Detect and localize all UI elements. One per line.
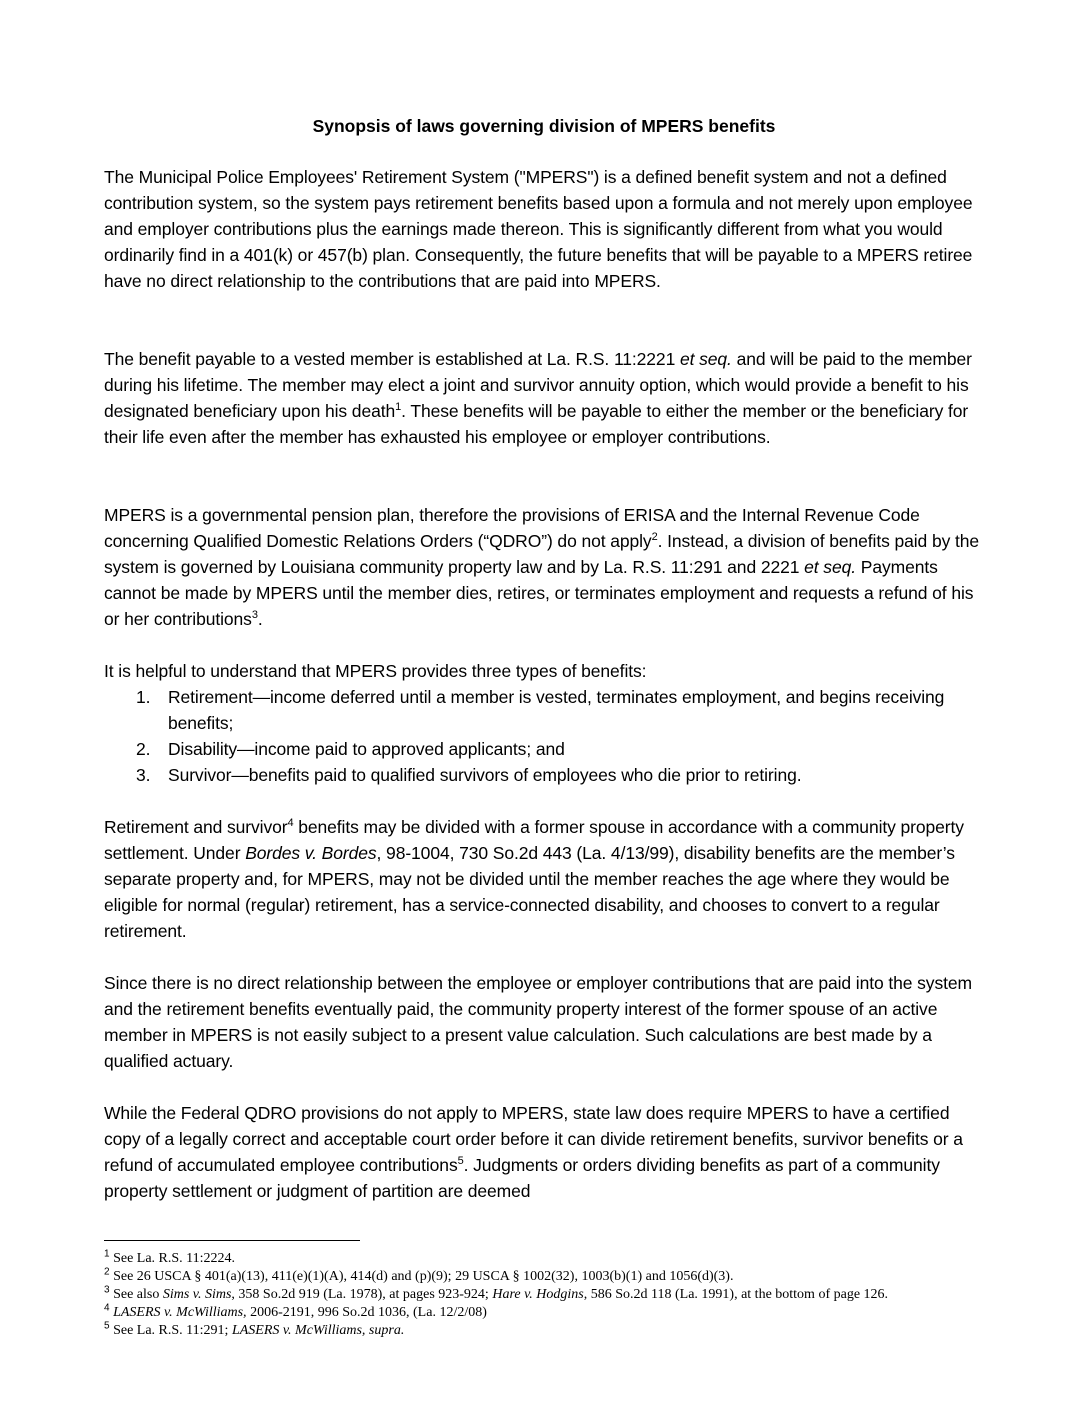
- page-title: Synopsis of laws governing division of MPERS benefits: [312, 116, 776, 136]
- paragraph-1: [104, 164, 984, 294]
- footnote-divider: [104, 1240, 360, 1241]
- paragraph-5-italic: Bordes v. Bordes: [245, 843, 377, 863]
- footnote-ref-3: 3: [251, 609, 258, 622]
- footnote-ref-4: 4: [287, 817, 294, 830]
- footnote-number: 3: [104, 1284, 110, 1296]
- footnote-4: [104, 1304, 984, 1322]
- paragraph-3-text-b: . Instead, a division of benefits paid by the system is governed by Louisiana community property law and by La. R.S. 11:291 and 2221: [104, 531, 980, 577]
- paragraph-2-italic: et seq.: [679, 349, 732, 369]
- paragraph-5-text-a: Retirement and survivor: [104, 817, 288, 837]
- paragraph-7: [104, 1100, 984, 1204]
- footnote-text: 2006-2191, 996 So.2d 1036, (La. 12/2/08): [246, 1305, 487, 1320]
- footnote-1: [104, 1250, 984, 1268]
- paragraph-6: [104, 970, 984, 1074]
- footnote-ref-2: 2: [651, 531, 658, 544]
- paragraph-1-text: The Municipal Police Employees' Retirement System ("MPERS") is a defined benefit system and not a defined contribution system, so the system pays retirement benefits based upon a formula and not merely upon employee and employer contributions plus the earnings made thereon. This is significantly different from what you would ordinarily find in a 401(k) or 457(b) plan. Consequently, the future benefits that will be payable to a MPERS retiree have no direct relationship to the contributions that are paid into MPERS.: [104, 167, 973, 291]
- footnote-text: See La. R.S. 11:2224.: [113, 1251, 236, 1266]
- footnote-number: 1: [104, 1248, 110, 1260]
- footnotes: [104, 1250, 984, 1340]
- footnote-text: , 586 So.2d 118 (La. 1991), at the bottom of page 126.: [583, 1287, 889, 1302]
- list-item: 3. Survivor—benefits paid to qualified survivors of employees who die prior to retiring.: [136, 765, 802, 785]
- paragraph-2-text-c: and will be paid to the member during his lifetime. The member may elect a joint and survivor annuity option, which would provide a benefit to his designated beneficiary upon his death: [104, 349, 972, 421]
- footnote-citation: LASERS v. McWilliams, supra.: [231, 1323, 405, 1338]
- paragraph-2-text-d: . These benefits will be payable to either the member or the beneficiary for their life even after the member has exhausted his employee or employer contributions.: [104, 401, 969, 447]
- footnote-number: 4: [104, 1302, 110, 1314]
- footnote-2: [104, 1268, 984, 1286]
- footnote-text: See 26 USCA § 401(a)(13), 411(e)(1)(A), 414(d) and (p)(9); 29 USCA § 1002(32), 1003(b)(1) and 1056(d)(3).: [113, 1269, 734, 1284]
- paragraph-3: [104, 502, 984, 632]
- paragraph-5-text-d: , 98-1004, 730 So.2d 443 (La. 4/13/99), disability benefits are the member’s separate property and, for MPERS, may not be divided until the member reaches the age where they would be eligible for normal (regular) retirement, has a service-connected disability, and chooses to convert to a regular retirement.: [104, 843, 955, 941]
- paragraph-3-text-a: MPERS is a governmental pension plan, therefore the provisions of ERISA and the Internal Revenue Code concerning Qualified Domestic Relations Orders (“QDRO”) do not apply: [104, 505, 920, 551]
- list-item: 1. Retirement—income deferred until a member is vested, terminates employment, and begins receiving benefits;: [136, 687, 945, 733]
- paragraph-4: [104, 658, 984, 788]
- footnote-citation: Sims v. Sims: [162, 1287, 232, 1302]
- paragraph-4-text: It is helpful to understand that MPERS provides three types of benefits:: [104, 661, 647, 681]
- footnote-citation: Hare v. Hodgins: [492, 1287, 584, 1302]
- footnote-text: , 358 So.2d 919 (La. 1978), at pages 923-924;: [231, 1287, 493, 1302]
- footnote-5: [104, 1322, 984, 1340]
- paragraph-3-text-d: Payments cannot be made by MPERS until the member dies, retires, or terminates employment and requests a refund of his or her contributions: [104, 557, 974, 629]
- footnote-number: 5: [104, 1320, 110, 1332]
- paragraph-7-text-a: While the Federal QDRO provisions do not apply to MPERS, state law does require MPERS to have a certified copy of a legally correct and acceptable court order before it can divide retirement benefits, survivor benefits or a refund of accumulated employee contributions: [104, 1103, 963, 1175]
- footnote-text: See also: [113, 1287, 163, 1302]
- list-item: 2. Disability—income paid to approved applicants; and: [136, 739, 565, 759]
- benefit-types-list: [104, 684, 984, 788]
- paragraph-5: [104, 814, 984, 944]
- footnote-3: [104, 1286, 984, 1304]
- paragraph-3-italic: et seq.: [804, 557, 856, 577]
- paragraph-7-text-b: . Judgments or orders dividing benefits as part of a community property settlement or judgment of partition are deemed: [104, 1155, 940, 1201]
- paragraph-3-text-e: .: [257, 609, 263, 629]
- footnote-number: 2: [104, 1266, 110, 1278]
- footnote-citation: LASERS v. McWilliams,: [113, 1305, 247, 1320]
- footnote-ref-1: 1: [395, 401, 402, 414]
- paragraph-6-text: Since there is no direct relationship between the employee or employer contributions that are paid into the system and the retirement benefits eventually paid, the community property interest of the former spouse of an active member in MPERS is not easily subject to a present value calculation. Such calculations are best made by a qualified actuary.: [104, 973, 972, 1071]
- paragraph-5-text-b: benefits may be divided with a former spouse in accordance with a community property settlement. Under: [104, 817, 964, 863]
- paragraph-2-text-a: The benefit payable to a vested member is established at La. R.S. 11:2221: [104, 349, 680, 369]
- footnote-text: See La. R.S. 11:291;: [113, 1323, 232, 1338]
- footnote-ref-5: 5: [457, 1155, 464, 1168]
- paragraph-2: [104, 346, 984, 450]
